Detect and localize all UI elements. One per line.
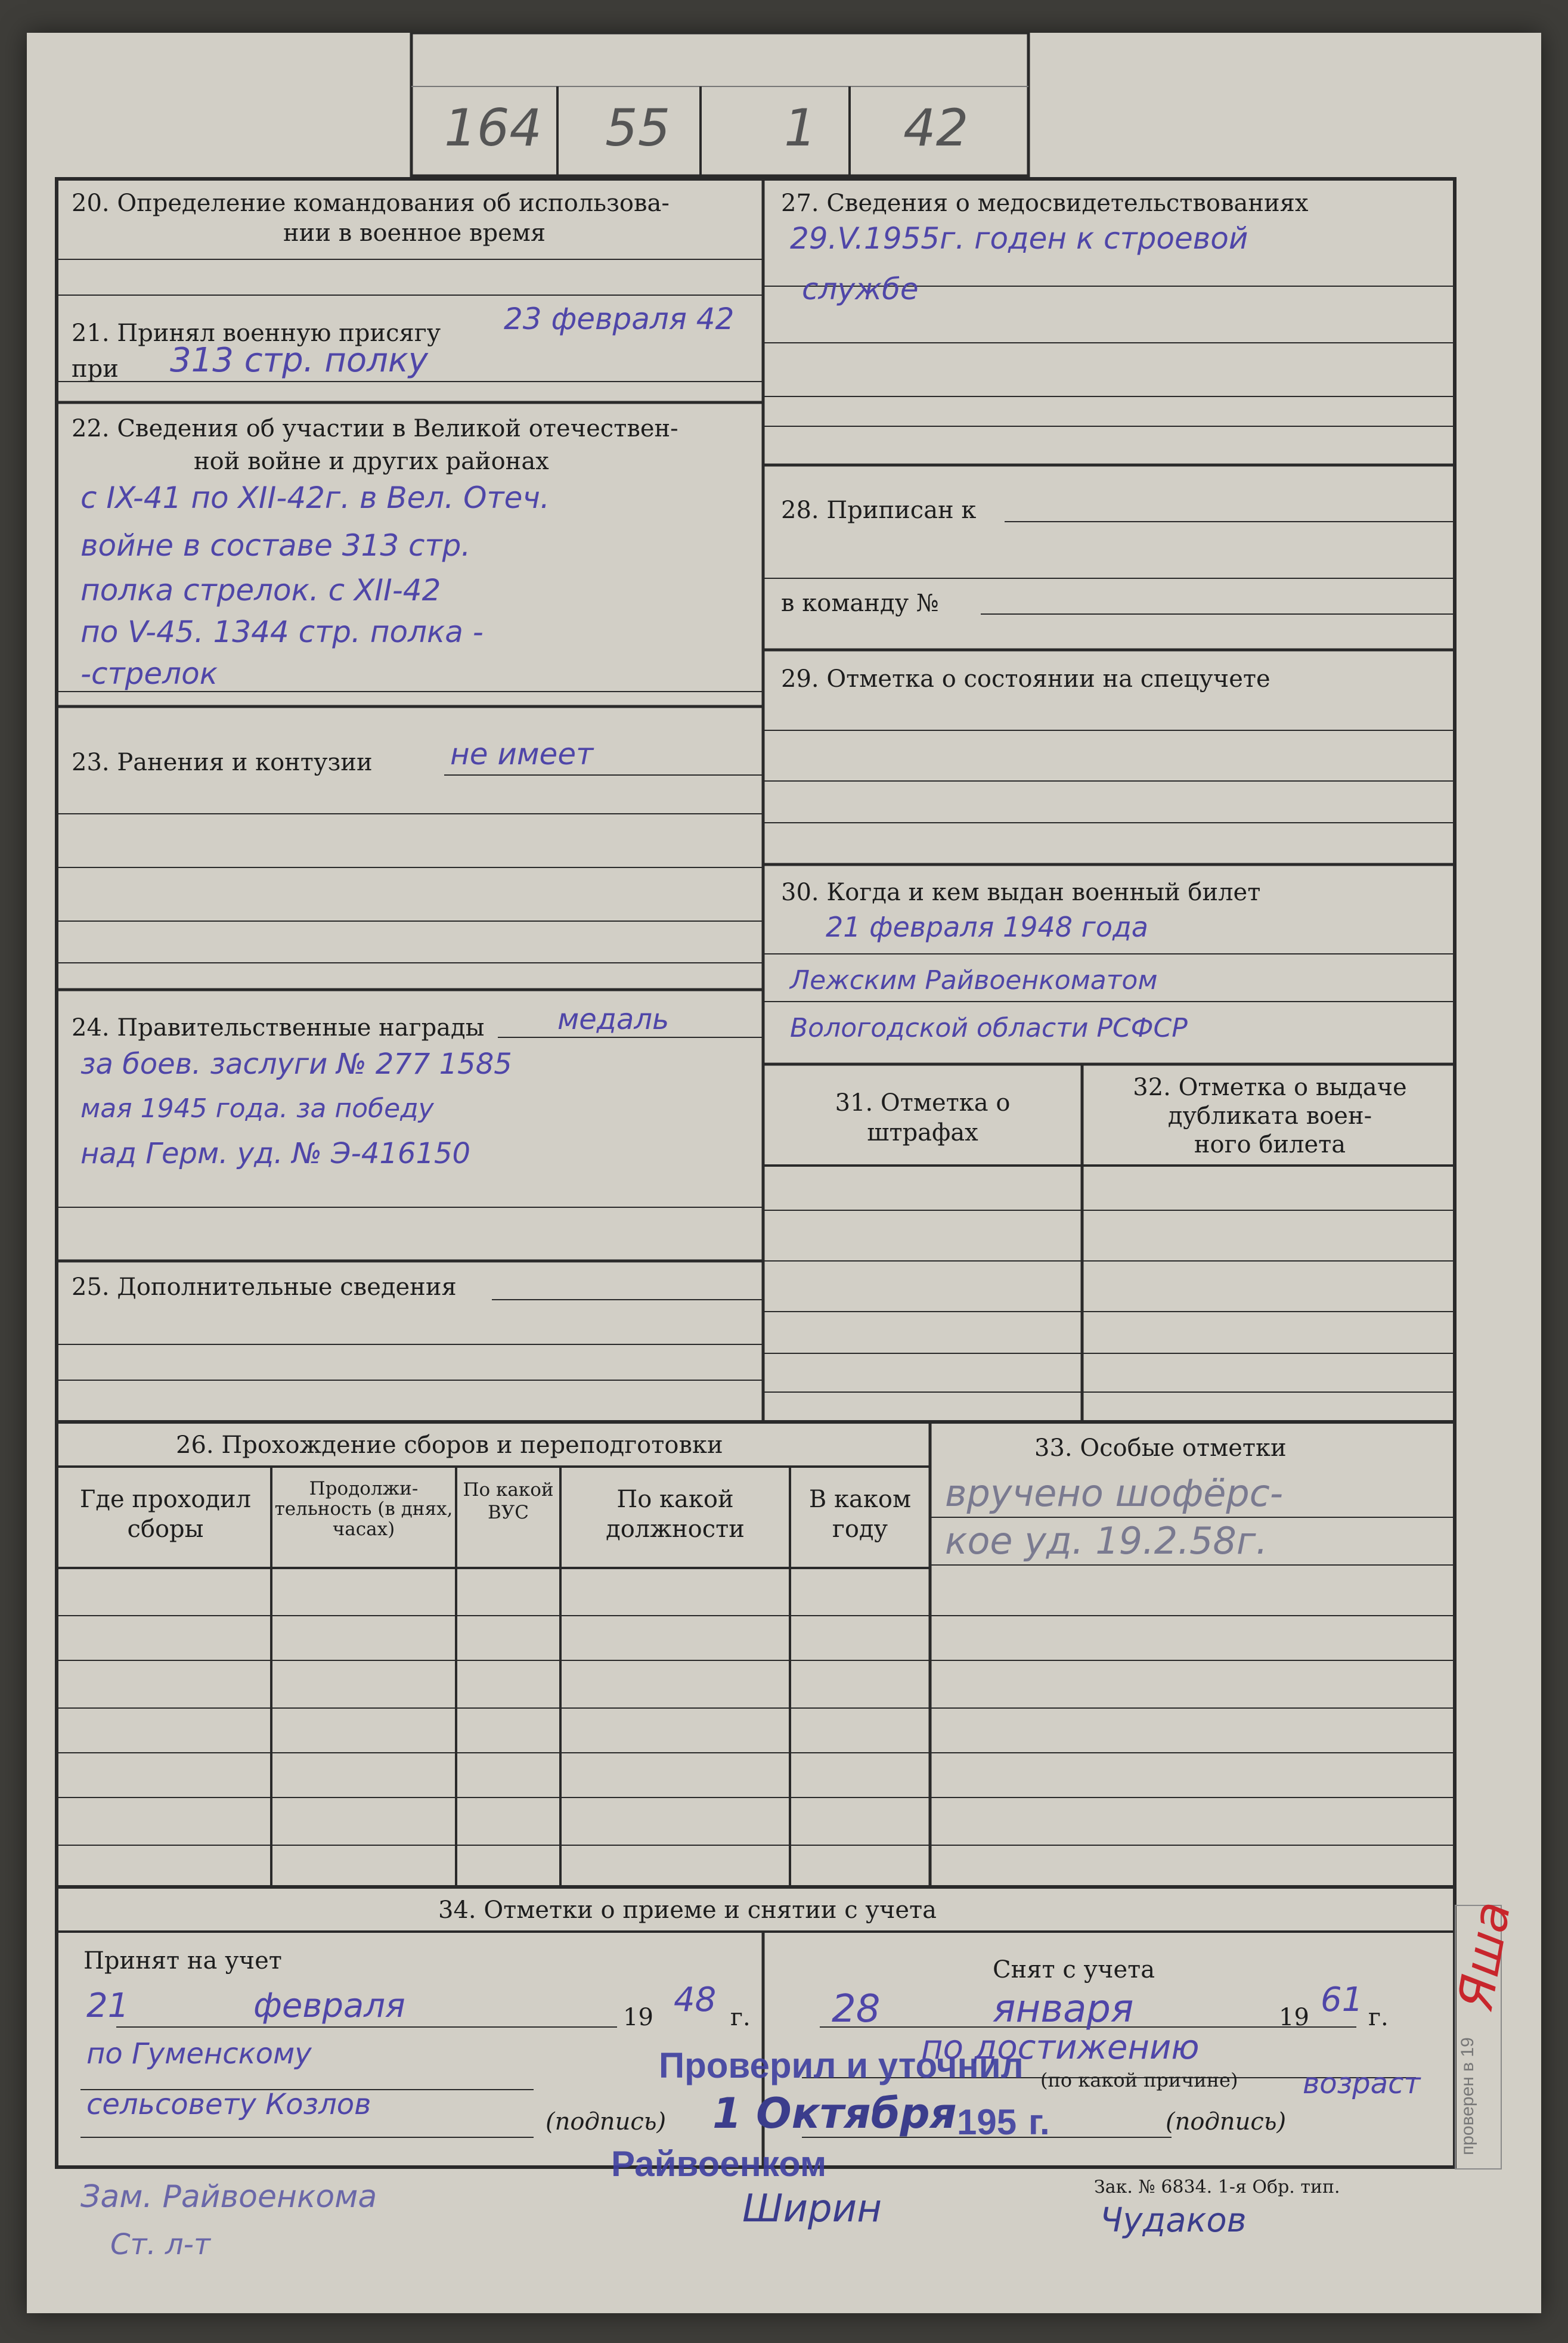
sec22-hw-line1: с IX-41 по XII-42г. в Вел. Отеч. xyxy=(80,481,550,515)
sec30-label: 30. Когда и кем выдан военный билет xyxy=(781,879,1261,906)
verified-stamp-date: 1 Октября xyxy=(712,2089,957,2138)
box-number-3: 1 xyxy=(784,98,817,158)
sec34-reason-caption: (по какой причине) xyxy=(1040,2069,1238,2091)
sec32-label-line1: 32. Отметка о выдаче xyxy=(1133,1074,1407,1101)
margin-stamp-text: проверен в 19 xyxy=(1458,2037,1477,2155)
sec31-label-line1: 31. Отметка о xyxy=(835,1089,1011,1117)
sec32-label-line3: ного билета xyxy=(1194,1131,1346,1158)
sec22-hw-line2: войне в составе 313 стр. xyxy=(80,528,471,563)
sec34-left-g: г. xyxy=(730,2004,751,2031)
sec24-hw-line2: за боев. заслуги № 277 1585 xyxy=(80,1047,512,1081)
sec28-label2: в команду № xyxy=(781,590,939,617)
sec21-hw-date: 23 февраля 42 xyxy=(504,302,735,336)
verified-stamp-line1: Проверил и уточнил xyxy=(659,2046,1024,2085)
bottom-signature-1: Ширин xyxy=(742,2187,882,2231)
sec28-label: 28. Приписан к xyxy=(781,497,977,524)
sec33-hw-line2: кое уд. 19.2.58г. xyxy=(945,1519,1268,1563)
sec32-label-line2: дубликата воен- xyxy=(1167,1102,1372,1130)
bottom-signature-2: Чудаков xyxy=(1100,2201,1247,2240)
sec22-hw-line4: по V-45. 1344 стр. полка - xyxy=(80,615,484,649)
sec34-left-podpis: (подпись) xyxy=(546,2108,667,2136)
sec27-hw-line1: 29.V.1955г. годен к строевой xyxy=(790,221,1248,256)
sec22-label-line2: ной войне и других районах xyxy=(194,448,549,475)
sec23-label: 23. Ранения и контузии xyxy=(72,749,373,776)
sec26-col-duration: Продолжи- тельность (в днях, часах) xyxy=(274,1478,453,1540)
sec34-right-hw-age: возраст xyxy=(1303,2067,1421,2100)
sec31-label xyxy=(763,1088,1082,1148)
verified-stamp-g: г. xyxy=(1028,2102,1050,2142)
print-info: Зак. № 6834. 1-я Обр. тип. xyxy=(1094,2177,1340,2198)
sec26-title: 26. Прохождение сборов и переподготовки xyxy=(176,1431,723,1459)
bottom-hw-left-2: Ст. л-т xyxy=(110,2228,210,2261)
sec24-hw-line4: над Герм. уд. № Э-416150 xyxy=(80,1137,471,1170)
sec26-col-where: Где проходил сборы xyxy=(79,1486,252,1543)
sec27-hw-line2: службе xyxy=(802,272,919,306)
sec22-label-line1: 22. Сведения об участии в Великой отечествен- xyxy=(72,415,678,442)
box-number-4: 42 xyxy=(903,98,969,158)
sec33-title: 33. Особые отметки xyxy=(1034,1434,1287,1462)
sec27-label: 27. Сведения о медосвидетельствованиях xyxy=(781,190,1309,217)
sec34-right-podpis: (подпись) xyxy=(1166,2108,1287,2136)
verified-stamp-year: 195 xyxy=(957,2102,1017,2142)
sec25-label: 25. Дополнительные сведения xyxy=(72,1273,457,1301)
sec34-left-hw-2: сельсовету Козлов xyxy=(86,2088,371,2121)
sec26-col-vus: По какой ВУС xyxy=(463,1479,554,1523)
sec26-col-position: По какой должности xyxy=(606,1486,745,1543)
sec29-label: 29. Отметка о состоянии на спецучете xyxy=(781,665,1270,693)
sec34-right-year: 61 xyxy=(1321,1981,1364,2019)
sec34-left-month: февраля xyxy=(253,1986,405,2025)
sec34-left-year: 48 xyxy=(674,1981,717,2019)
sec20-label-line1: 20. Определение командования об использова- xyxy=(72,190,670,217)
bottom-hw-left-1: Зам. Райвоенкома xyxy=(80,2179,377,2215)
military-card-page xyxy=(27,33,1541,2313)
sec34-left-day: 21 xyxy=(86,1986,129,2025)
margin-red-signature: Яша xyxy=(1447,1897,1522,2015)
sec21-label-line2: при xyxy=(72,355,119,383)
sec34-right-day: 28 xyxy=(832,1987,881,2031)
sec22-hw-line3: полка стрелок. с XII-42 xyxy=(80,573,441,608)
sec26-col-year: В каком году xyxy=(808,1486,912,1543)
sec30-hw-line1: 21 февраля 1948 года xyxy=(826,911,1148,943)
sec30-hw-line2: Лежским Райвоенкоматом xyxy=(790,965,1158,996)
sec34-right-month: января xyxy=(993,1987,1134,2031)
sec34-left-year-prefix: 19 xyxy=(623,2004,653,2031)
sec24-hw-line3: мая 1945 года. за победу xyxy=(80,1093,434,1124)
sec30-hw-line3: Вологодской области РСФСР xyxy=(790,1013,1188,1043)
verified-stamp-line3: Райвоенком xyxy=(611,2144,827,2184)
sec34-right-label: Снят с учета xyxy=(993,1956,1155,1984)
sec34-right-year-prefix: 19 xyxy=(1279,2004,1309,2031)
sec34-left-label: Принят на учет xyxy=(83,1947,282,1975)
sec34-right-hw-reason: по достижению xyxy=(921,2028,1200,2067)
sec34-left-hw-1: по Гуменскому xyxy=(86,2037,312,2071)
sec24-label: 24. Правительственные награды xyxy=(72,1014,485,1042)
sec23-hw: не имеет xyxy=(450,737,594,771)
sec32-label xyxy=(1085,1073,1455,1159)
sec34-title: 34. Отметки о приеме и снятии с учета xyxy=(438,1896,937,1924)
box-number-1: 164 xyxy=(444,98,543,158)
sec24-hw-line1: медаль xyxy=(557,1003,670,1036)
box-number-2: 55 xyxy=(605,98,671,158)
sec22-hw-line5: -стрелок xyxy=(80,656,218,691)
sec21-label-line1: 21. Принял военную присягу xyxy=(72,320,441,347)
sec31-label-line2: штрафах xyxy=(867,1119,978,1146)
sec34-right-g: г. xyxy=(1368,2004,1389,2031)
sec20-label-line2: нии в военное время xyxy=(283,219,546,247)
sec21-hw-unit: 313 стр. полку xyxy=(170,341,428,380)
sec33-hw-line1: вручено шофёрс- xyxy=(945,1471,1284,1515)
